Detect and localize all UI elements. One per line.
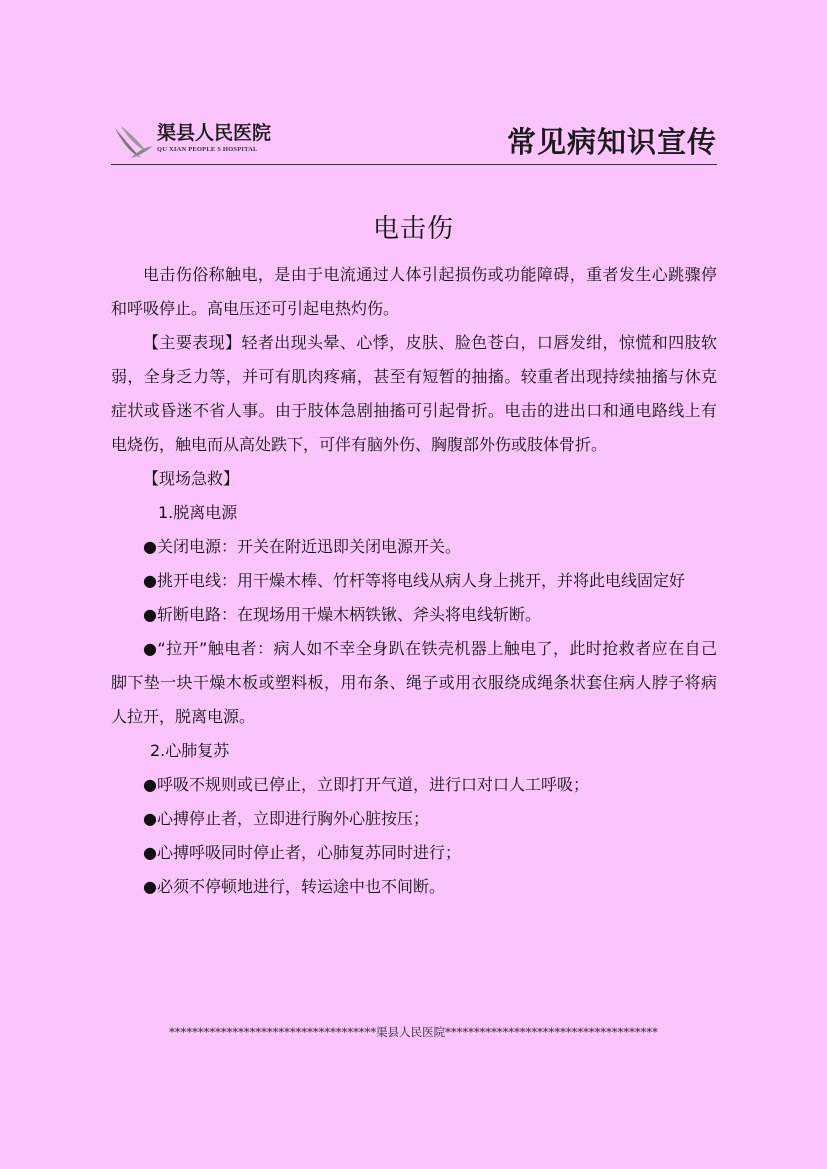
list-item: ●挑开电线：用干燥木棒、竹杆等将电线从病人身上挑开，并将此电线固定好 bbox=[143, 571, 685, 590]
hospital-logo-icon bbox=[111, 122, 155, 162]
section-heading-first-aid: 【现场急救】 bbox=[143, 469, 240, 488]
document-body bbox=[111, 258, 717, 904]
list-item: ●关闭电源：开关在附近迅即关闭电源开关。 bbox=[143, 537, 461, 556]
list-item: ●呼吸不规则或已停止，立即打开气道，进行口对口人工呼吸； bbox=[143, 775, 589, 794]
hospital-logo bbox=[111, 122, 271, 162]
subheading-disconnect-power: 1.脱离电源 bbox=[158, 503, 238, 522]
subheading-cpr: 2.心肺复苏 bbox=[150, 741, 230, 760]
list-item: ●心搏呼吸同时停止者，心肺复苏同时进行； bbox=[143, 843, 461, 862]
list-item: ●心搏停止者，立即进行胸外心脏按压； bbox=[143, 809, 429, 828]
list-item: ●斩断电路：在现场用干燥木柄铁锹、斧头将电线斩断。 bbox=[143, 605, 541, 624]
hospital-name-en: QU XIAN PEOPLE S HOSPITAL bbox=[157, 146, 258, 153]
paragraph-intro: 电击伤俗称触电，是由于电流通过人体引起损伤或功能障碍，重者发生心跳骤停和呼吸停止。高电压还可引起电热灼伤。 bbox=[111, 265, 717, 318]
document-title: 电击伤 bbox=[372, 214, 454, 244]
page-header bbox=[111, 118, 717, 165]
paragraph-symptoms: 【主要表现】轻者出现头晕、心悸，皮肤、脸色苍白，口唇发绀，惊慌和四肢软弱，全身乏力等，并可有肌肉疼痛，甚至有短暂的抽搐。较重者出现持续抽搐与休克症状或昏迷不省人事。由于肢体急剧抽搐可引起骨折。电击的进出口和通电路线上有电烧伤，触电而从高处跌下，可伴有脑外伤、胸腹部外伤或肢体骨折。 bbox=[111, 333, 717, 454]
page-footer: ************************************渠县人民医院************************************* bbox=[169, 1025, 658, 1039]
list-item: ●“拉开”触电者：病人如不幸全身趴在铁壳机器上触电了，此时抢救者应在自己脚下垫一块干燥木板或塑料板，用布条、绳子或用衣服绕成绳条状套住病人脖子将病人拉开，脱离电源。 bbox=[111, 639, 717, 726]
list-item: ●必须不停顿地进行，转运途中也不间断。 bbox=[143, 877, 445, 896]
header-title: 常见病知识宣传 bbox=[506, 125, 717, 159]
hospital-name-cn: 渠县人民医院 bbox=[157, 122, 272, 144]
